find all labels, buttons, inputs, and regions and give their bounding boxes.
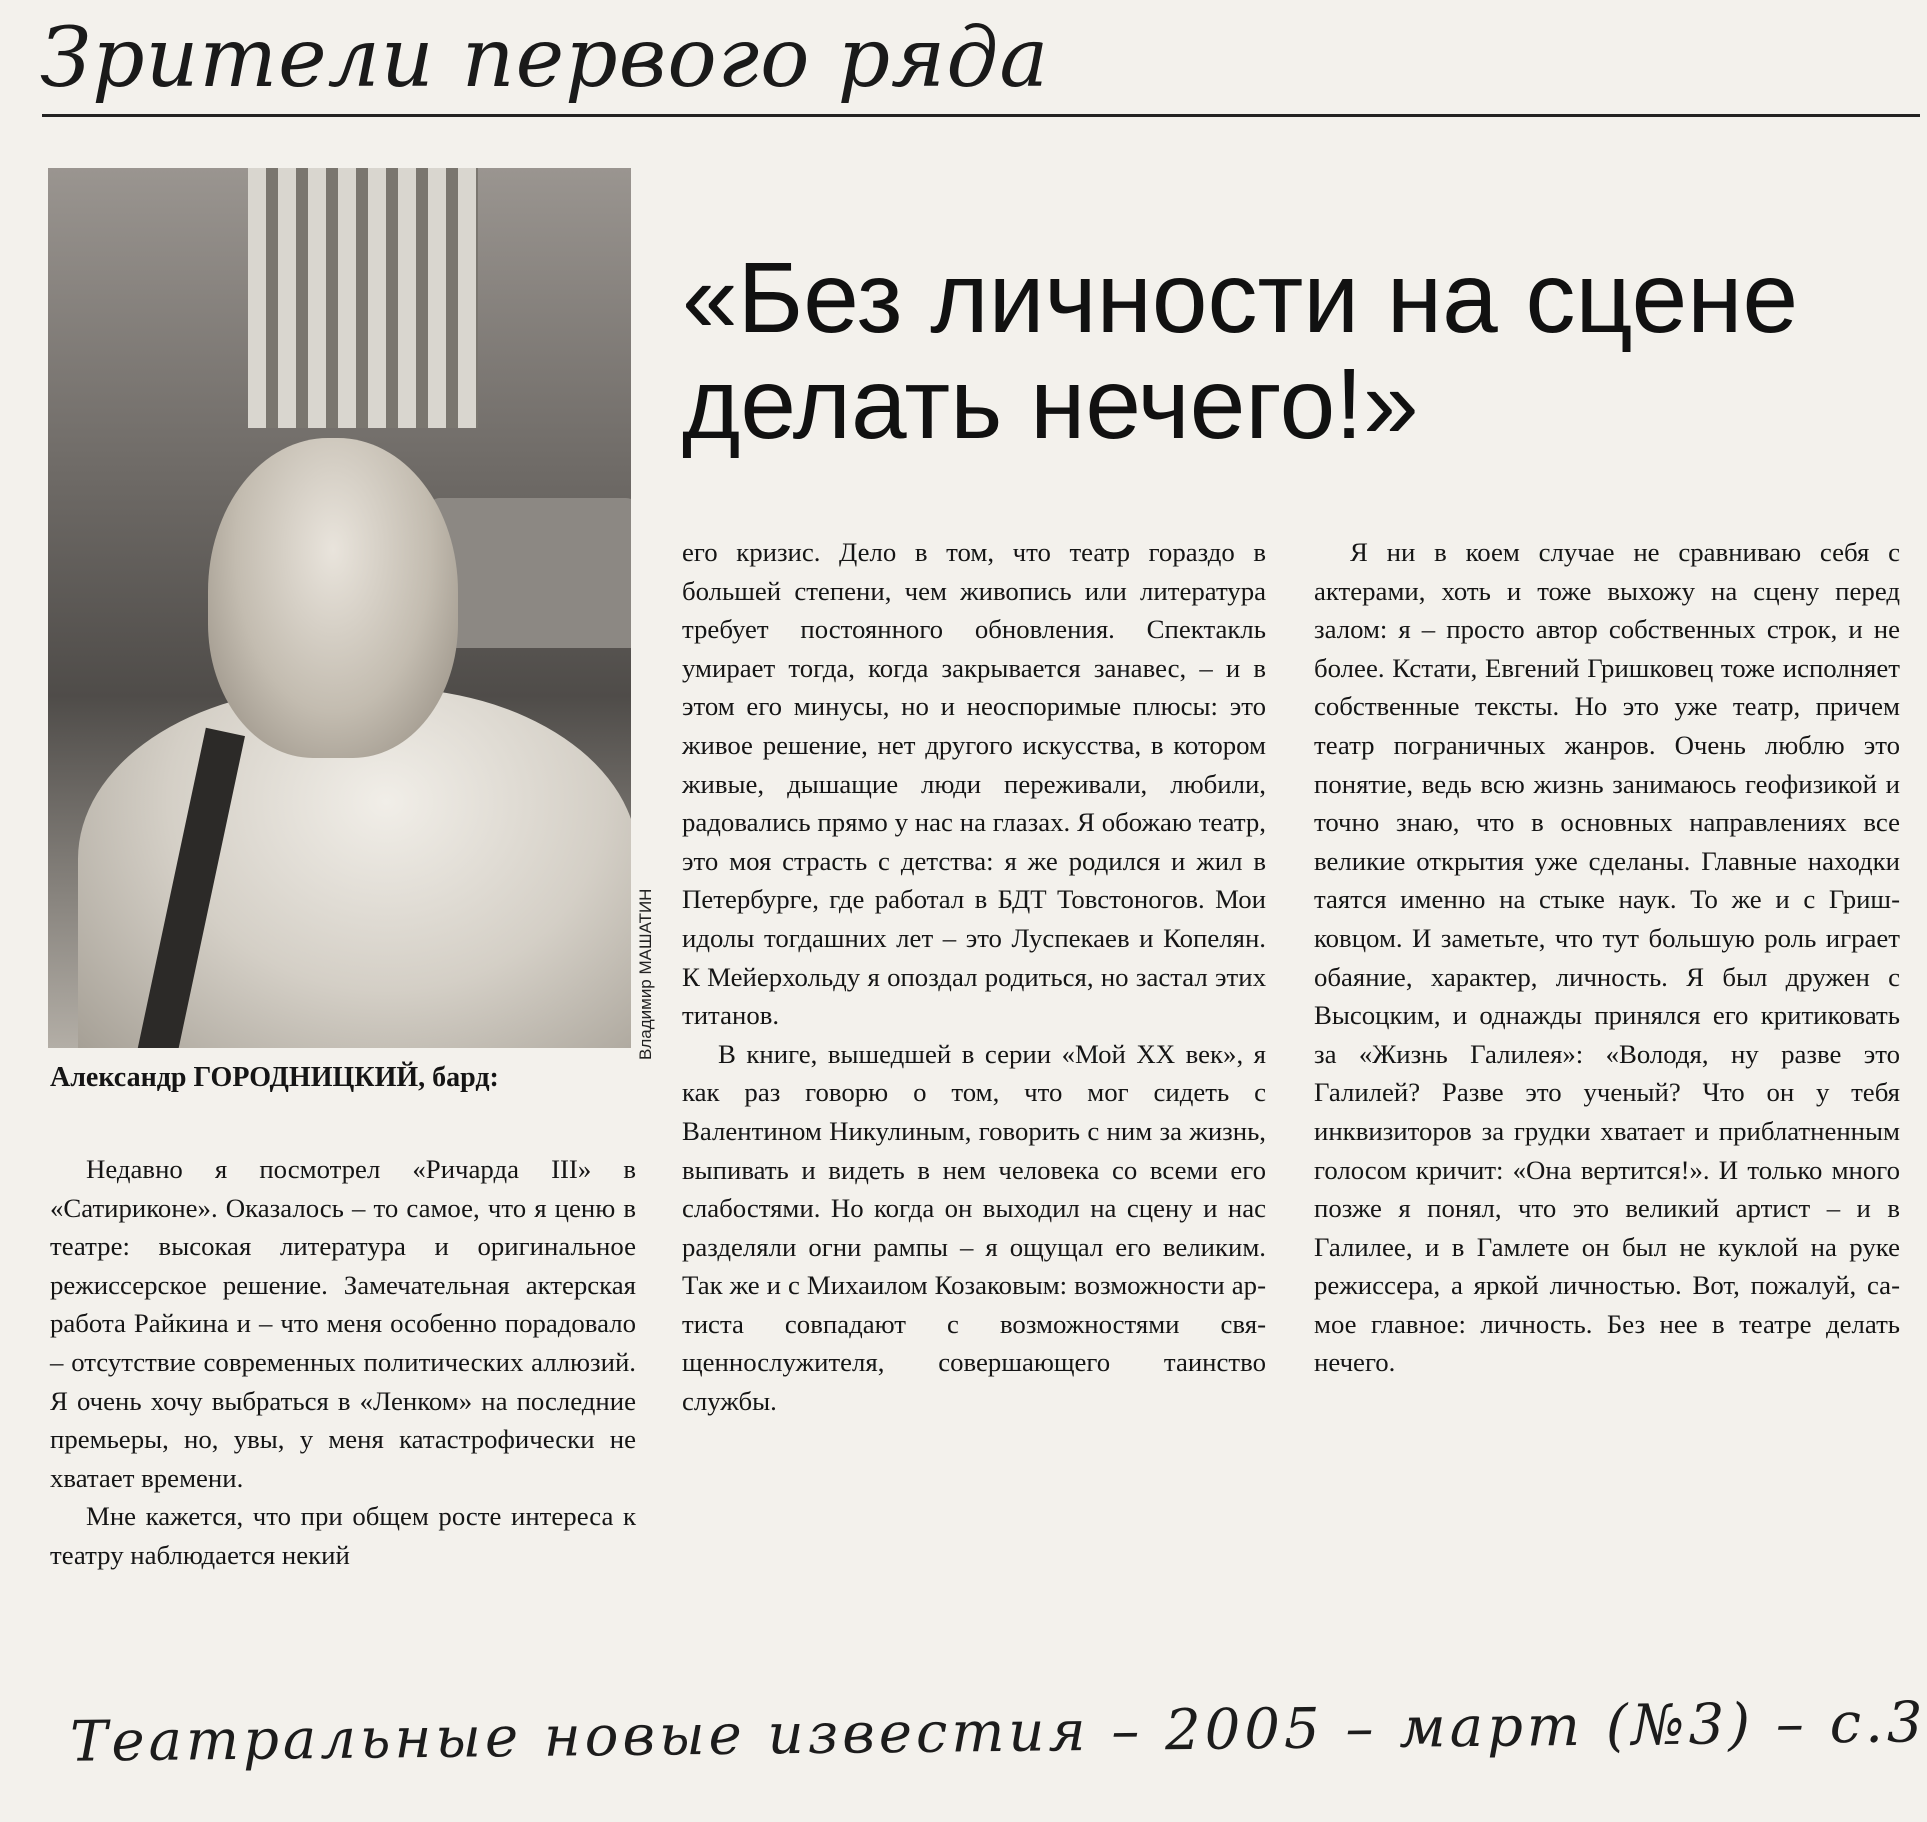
paragraph: В книге, вышедшей в серии «Мой XX век», я как раз говорю о том, что мог сидеть с Валентином Никулиным, говорить с ним за жизнь, выпивать и видеть в нем человека со всеми его слабостями. Но когда он выходил на сцену и нас разделяли огни рампы – я ощущал его великим. Так же и с Михаилом Козаковым: возможности артиста совпадают с возможностями священнослужителя, совершающего таинство службы.	[682, 1038, 1266, 1417]
photo-head	[208, 438, 458, 758]
rubric-divider	[42, 114, 1920, 117]
handwritten-source-note: Театральные новые известия – 2005 – март (№3) – с.3	[69, 1690, 1927, 1775]
paragraph: Я ни в коем случае не сравниваю себя с актерами, хоть и тоже выхожу на сцену перед залом: я – просто автор собственных строк, и не более. Кстати, Евгений Гришковец тоже исполняет собственные тексты. Но это уже театр, причем театр пограничных жанров. Очень люблю это понятие, ведь всю жизнь занимаюсь геофизикой и точно знаю, что в основных направлениях все великие открытия уже сделаны. Главные находки таятся именно на стыке наук. То же и с Гришковцом. И заметьте, что тут большую роль играет обаяние, характер, личность. Я был дружен с Высоцким, и однажды принялся его критиковать за «Жизнь Галилея»: «Володя, ну разве это Галилей? Разве это ученый? Что он у тебя инквизиторов за грудки хватает и приблатненным голосом кричит: «Она вертится!». И только много позже я понял, что это великий артист – и в Галилее, и в Гамлете он был не куклой на руке режиссера, а яркой личностью. Вот, пожалуй, самое главное: личность. Без нее в театре делать нечего.	[1314, 537, 1900, 1378]
photo-building	[248, 168, 478, 428]
caption-role: , бард:	[418, 1062, 499, 1093]
photo-car	[428, 498, 631, 648]
paragraph: его кризис. Дело в том, что театр гораздо в большей степени, чем живопись или литература требует постоянного обновления. Спектакль умирает тогда, когда закрывается занавес, – и в этом его минусы, но и неоспоримые плюсы: это живое решение, нет другого искусства, в котором живые, дышащие люди переживали, любили, радовались прямо у нас на глазах. Я обожаю театр, это моя страсть с детства: я же родился и жил в Петербурге, где работал в БДТ Товстоногов. Мои идолы тогдашних лет – это Луспекаев и Копелян. К Мейерхольду я опоздал родиться, но застал этих титанов.	[682, 537, 1266, 1031]
caption-last-name: ГОРОДНИЦКИЙ	[193, 1062, 419, 1093]
paragraph: Недавно я посмотрел «Ричарда III» в «Сатириконе». Оказалось – то самое, что я ценю в театре: высокая литература и оригинальное режиссерское решение. Замечательная актерская работа Райкина и – что меня особенно порадовало – отсутствие современных политических аллюзий. Я очень хочу выбраться в «Ленком» на последние премьеры, но, увы, у меня катастрофически не хватает времени.	[50, 1154, 636, 1493]
photo-caption	[50, 1062, 640, 1094]
article-column-1	[50, 1150, 636, 1575]
photo-credit: Владимир МАШАТИН	[636, 888, 655, 1060]
rubric-title: Зрители первого ряда	[40, 11, 1050, 106]
article-headline: «Без личности на сцене делать нечего!»	[682, 242, 1799, 460]
portrait-photo	[48, 168, 631, 1048]
article-column-2	[682, 533, 1266, 1421]
article-column-3	[1314, 533, 1900, 1382]
caption-first-name: Александр	[50, 1062, 194, 1093]
paragraph: Мне кажется, что при общем росте интереса к театру наблюдается некий	[50, 1501, 636, 1570]
